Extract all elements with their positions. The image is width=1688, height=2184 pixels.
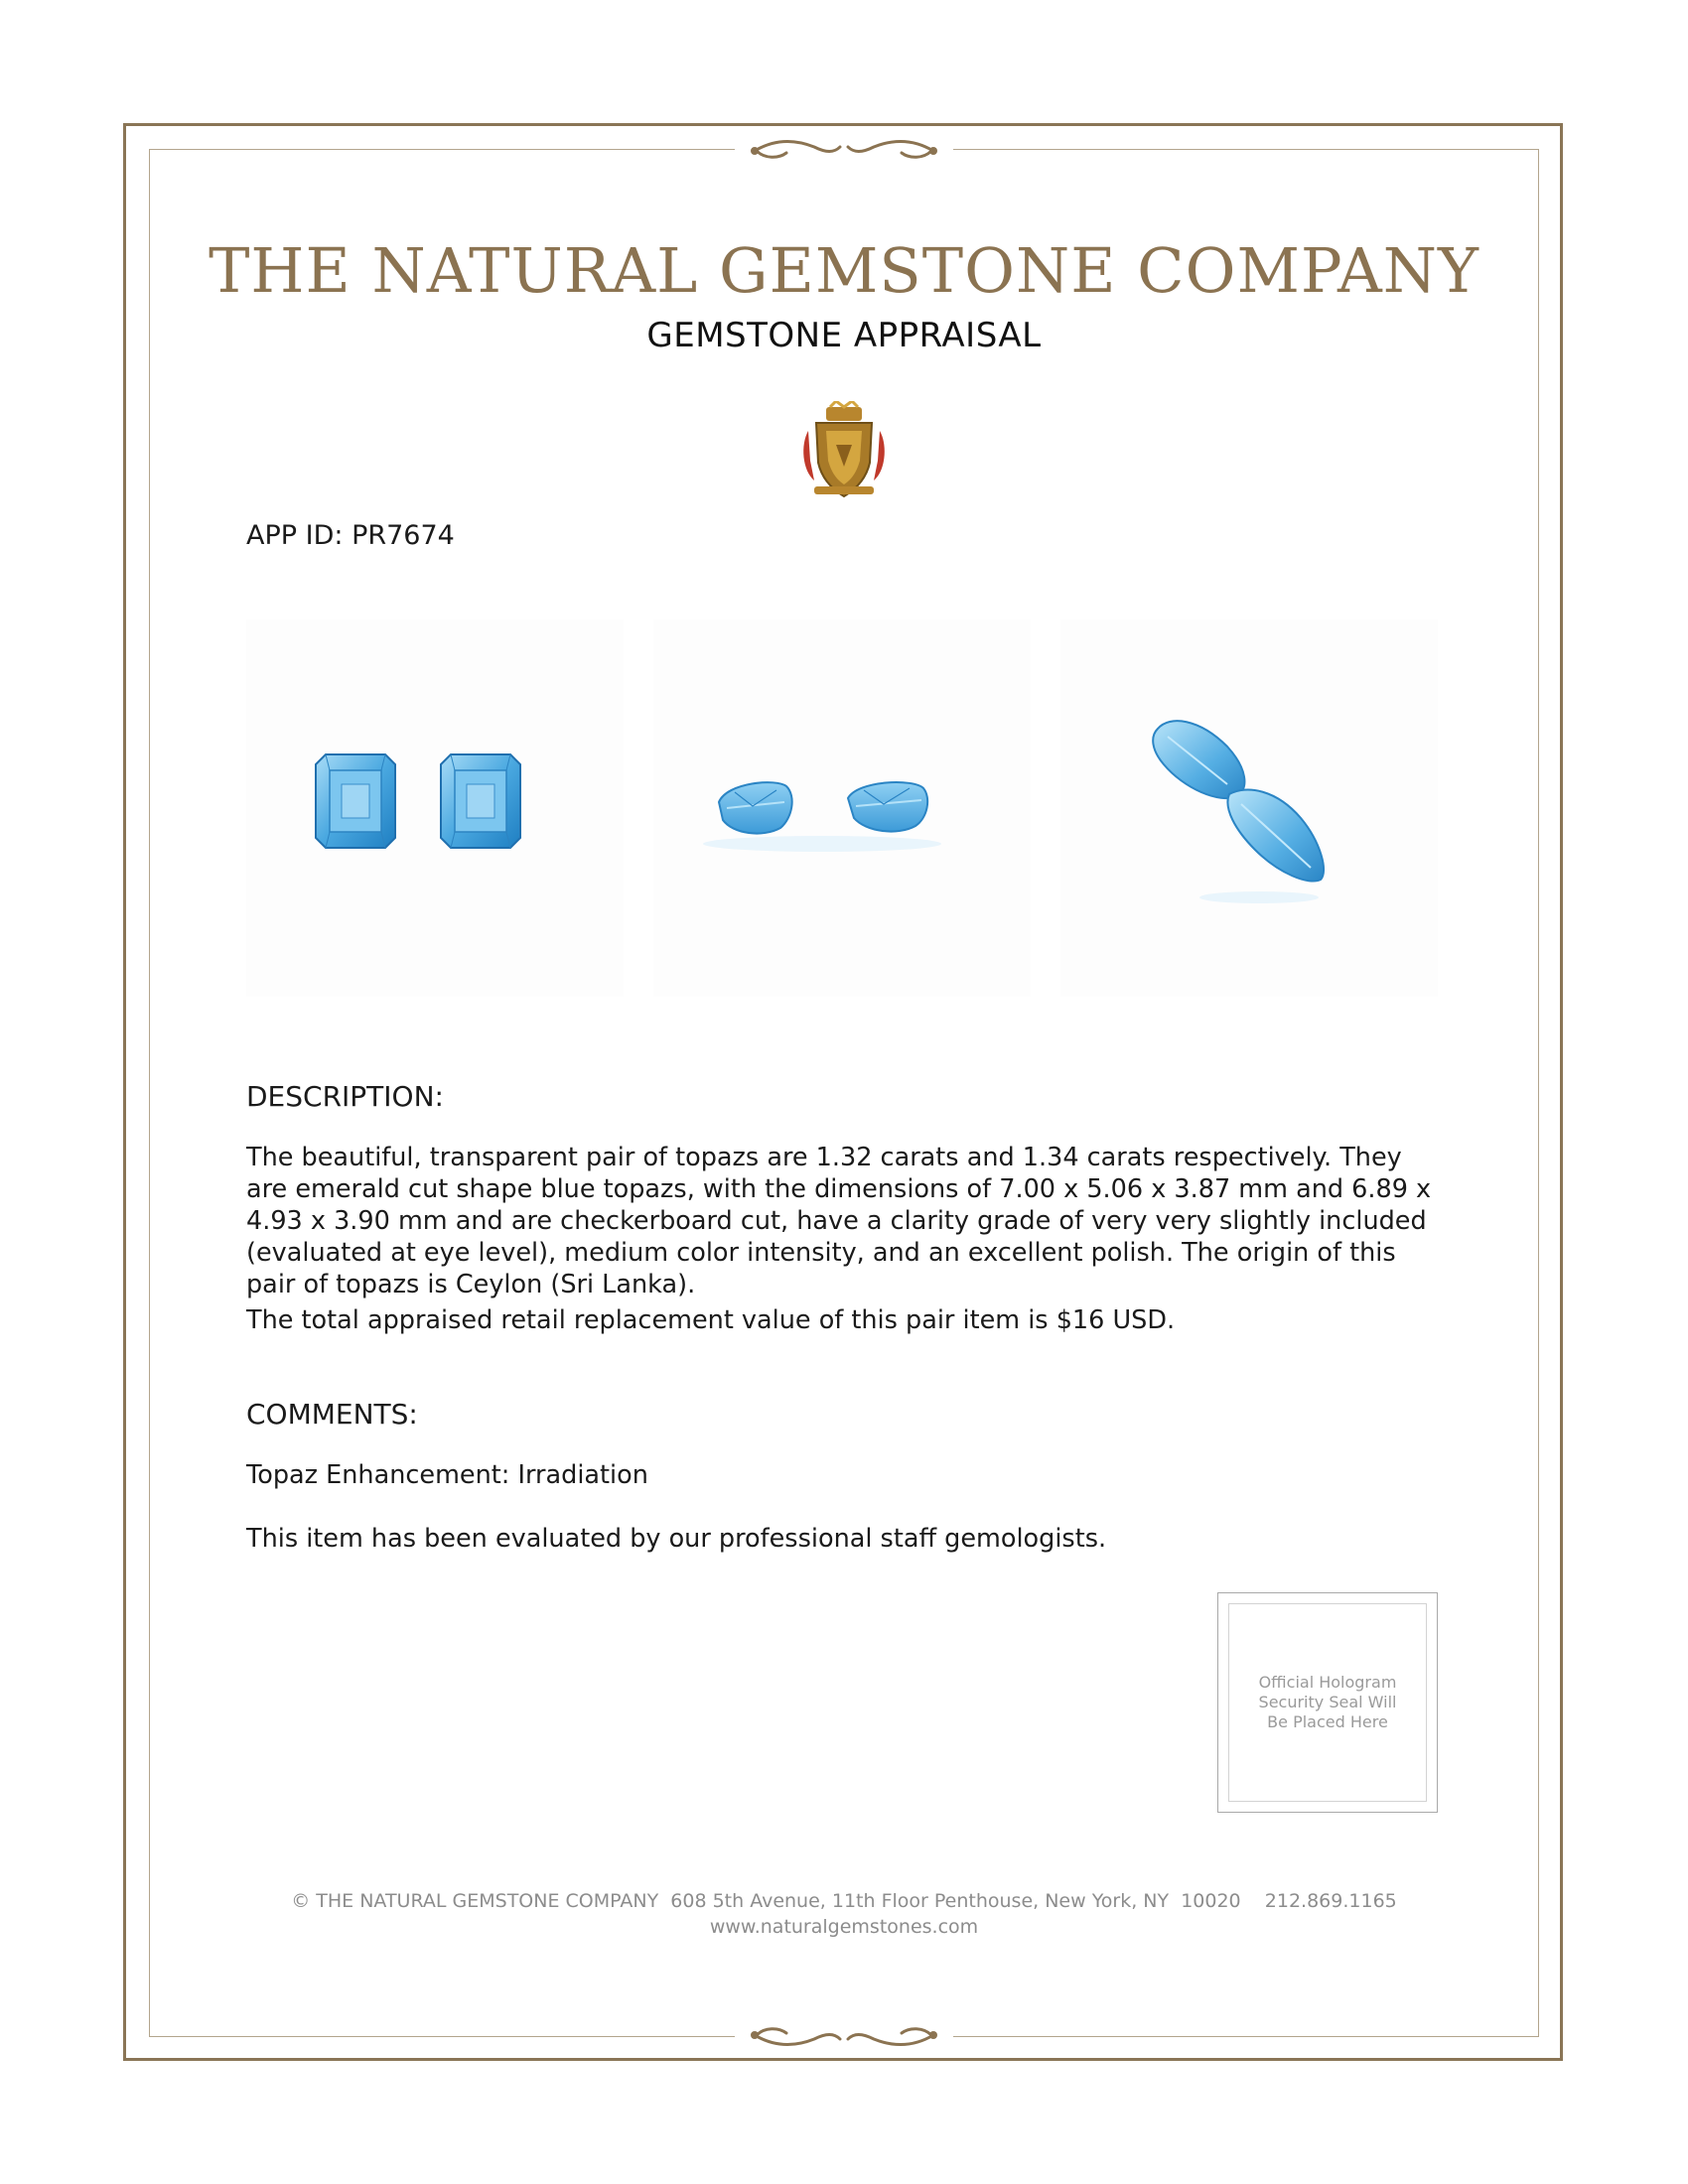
evaluation-note: This item has been evaluated by our professional staff gemologists. — [246, 1524, 1107, 1554]
hologram-seal-placeholder — [1217, 1592, 1438, 1813]
comments-heading: COMMENTS: — [246, 1398, 418, 1431]
hologram-seal-text: Official Hologram Security Seal Will Be Placed Here — [1258, 1673, 1397, 1731]
document-title: GEMSTONE APPRAISAL — [646, 316, 1042, 355]
top-flourish-ornament — [735, 129, 953, 169]
bottom-flourish-ornament — [735, 2017, 953, 2057]
gemstone-photo-angled-view — [1060, 619, 1438, 997]
app-id — [246, 520, 455, 551]
gemstone-photo-side-view — [653, 619, 1031, 997]
company-name: THE NATURAL GEMSTONE COMPANY — [209, 234, 1479, 307]
footer-address: © THE NATURAL GEMSTONE COMPANY 608 5th Avenue, 11th Floor Penthouse, New York, NY 10020 212.869.1165 — [291, 1890, 1397, 1912]
app-id-label: APP ID: — [246, 520, 344, 551]
gemstone-photo-top-view — [246, 619, 624, 997]
description-body: The beautiful, transparent pair of topazs are 1.32 carats and 1.34 carats respectively. They are emerald cut shape blue topazs, with the dimensions of 7.00 x 5.06 x 3.87 mm and 6.89 x 4.93 x 3.90 mm and are checkerboard cut, have a clarity grade of very very slightly included (evaluated at eye level), medium color intensity, and an excellent polish. The origin of this pair of topazs is Ceylon (Sri Lanka). — [246, 1143, 1432, 1299]
appraised-value-statement: The total appraised retail replacement value of this pair item is $16 USD. — [246, 1305, 1176, 1335]
enhancement-note: Topaz Enhancement: Irradiation — [246, 1460, 648, 1490]
app-id-value: PR7674 — [352, 520, 455, 551]
description-heading: DESCRIPTION: — [246, 1080, 444, 1113]
company-crest-logo — [800, 401, 888, 500]
footer-website-link[interactable]: www.naturalgemstones.com — [709, 1916, 979, 1938]
